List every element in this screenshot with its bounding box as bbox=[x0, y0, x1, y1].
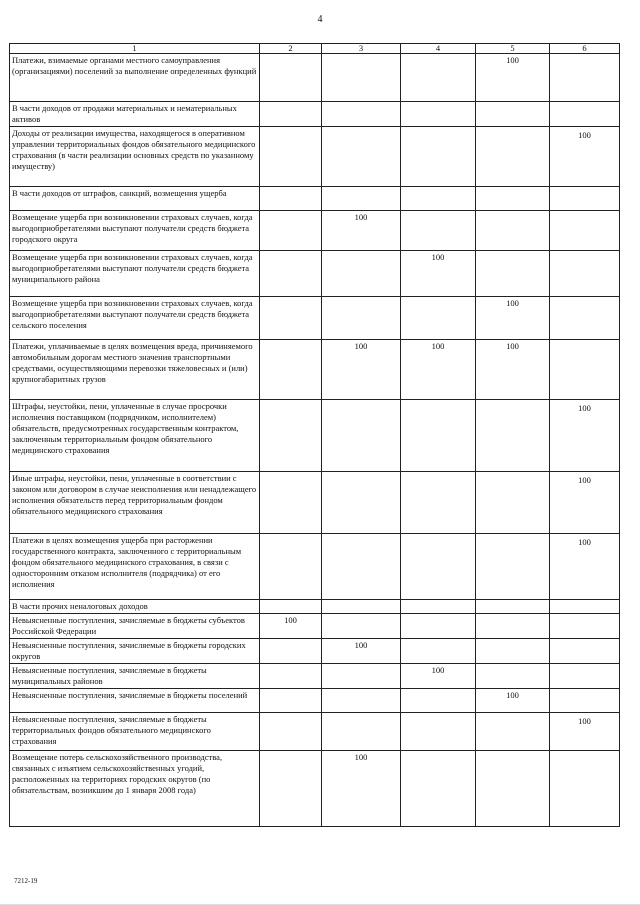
percent-cell bbox=[322, 187, 401, 211]
percent-cell bbox=[401, 127, 476, 187]
revenue-item-label: Возмещение ущерба при возникновении страховых случаев, когда выгодоприобретателями выступают получатели средств бюджета сельского поселения bbox=[10, 297, 260, 340]
table-row bbox=[10, 127, 620, 187]
percent-cell bbox=[260, 297, 322, 340]
revenue-distribution-table bbox=[9, 43, 620, 827]
percent-cell: 100 bbox=[476, 340, 550, 400]
percent-cell bbox=[550, 340, 620, 400]
percent-cell bbox=[401, 472, 476, 534]
percent-cell bbox=[401, 187, 476, 211]
percent-cell bbox=[550, 187, 620, 211]
percent-cell bbox=[322, 534, 401, 600]
table-row bbox=[10, 639, 620, 664]
percent-cell: 100 bbox=[322, 751, 401, 827]
table-row bbox=[10, 187, 620, 211]
percent-cell bbox=[322, 689, 401, 713]
percent-cell bbox=[260, 211, 322, 251]
percent-cell bbox=[260, 713, 322, 751]
percent-cell bbox=[260, 340, 322, 400]
percent-cell bbox=[476, 187, 550, 211]
column-header: 3 bbox=[322, 44, 401, 54]
revenue-item-label: Невыясненные поступления, зачисляемые в бюджеты территориальных фондов обязательного медицинского страхования bbox=[10, 713, 260, 751]
revenue-item-label: Платежи, взимаемые органами местного самоуправления (организациями) поселений за выполнение определенных функций bbox=[10, 54, 260, 102]
page-number: 4 bbox=[317, 14, 323, 25]
percent-cell bbox=[322, 297, 401, 340]
percent-cell bbox=[260, 127, 322, 187]
percent-cell bbox=[401, 713, 476, 751]
column-number-row bbox=[10, 44, 620, 54]
percent-cell: 100 bbox=[550, 472, 620, 534]
table-row bbox=[10, 102, 620, 127]
percent-cell bbox=[401, 102, 476, 127]
section-heading: В части доходов от штрафов, санкций, возмещения ущерба bbox=[10, 187, 260, 211]
percent-cell bbox=[260, 600, 322, 614]
percent-cell: 100 bbox=[550, 400, 620, 472]
table-row bbox=[10, 713, 620, 751]
document-code: 7212-19 bbox=[14, 877, 38, 885]
percent-cell bbox=[260, 534, 322, 600]
percent-cell bbox=[476, 472, 550, 534]
percent-cell bbox=[260, 102, 322, 127]
percent-cell bbox=[476, 251, 550, 297]
percent-cell bbox=[550, 211, 620, 251]
percent-cell bbox=[476, 639, 550, 664]
table-row bbox=[10, 340, 620, 400]
percent-cell bbox=[550, 102, 620, 127]
percent-cell bbox=[260, 689, 322, 713]
percent-cell bbox=[260, 54, 322, 102]
percent-cell bbox=[476, 211, 550, 251]
percent-cell bbox=[401, 689, 476, 713]
percent-cell bbox=[260, 187, 322, 211]
revenue-item-label: Платежи, уплачиваемые в целях возмещения вреда, причиняемого автомобильным дорогам местного значения транспортными средствами, осуществляющими перевозки тяжеловесных и (или) крупногабаритных грузов bbox=[10, 340, 260, 400]
percent-cell bbox=[550, 639, 620, 664]
column-header: 4 bbox=[401, 44, 476, 54]
percent-cell bbox=[550, 664, 620, 689]
revenue-item-label: Платежи в целях возмещения ущерба при расторжении государственного контракта, заключенного с территориальным фондом обязательного медицинского страхования, в связи с односторонним отказом исполнителя (подрядчика) от его исполнения bbox=[10, 534, 260, 600]
percent-cell: 100 bbox=[550, 127, 620, 187]
percent-cell bbox=[260, 664, 322, 689]
revenue-item-label: Невыясненные поступления, зачисляемые в бюджеты городских округов bbox=[10, 639, 260, 664]
percent-cell bbox=[476, 614, 550, 639]
table-row bbox=[10, 472, 620, 534]
table-row bbox=[10, 54, 620, 102]
percent-cell: 100 bbox=[401, 251, 476, 297]
revenue-item-label: Возмещение ущерба при возникновении страховых случаев, когда выгодоприобретателями выступают получатели средств бюджета муниципального района bbox=[10, 251, 260, 297]
percent-cell: 100 bbox=[260, 614, 322, 639]
percent-cell bbox=[550, 600, 620, 614]
table-row bbox=[10, 297, 620, 340]
table-row bbox=[10, 211, 620, 251]
percent-cell bbox=[260, 639, 322, 664]
table-row bbox=[10, 400, 620, 472]
percent-cell bbox=[401, 751, 476, 827]
table-row bbox=[10, 534, 620, 600]
percent-cell: 100 bbox=[401, 340, 476, 400]
percent-cell bbox=[476, 664, 550, 689]
percent-cell: 100 bbox=[550, 713, 620, 751]
percent-cell bbox=[476, 600, 550, 614]
percent-cell bbox=[401, 600, 476, 614]
percent-cell bbox=[401, 614, 476, 639]
percent-cell bbox=[260, 400, 322, 472]
percent-cell bbox=[476, 751, 550, 827]
percent-cell bbox=[401, 639, 476, 664]
revenue-item-label: Доходы от реализации имущества, находящегося в оперативном управлении территориальных фондов обязательного медицинского страхования (в части реализации основных средств по указанному имуществу) bbox=[10, 127, 260, 187]
percent-cell bbox=[322, 664, 401, 689]
percent-cell: 100 bbox=[322, 639, 401, 664]
percent-cell bbox=[476, 400, 550, 472]
percent-cell bbox=[401, 400, 476, 472]
table-row bbox=[10, 664, 620, 689]
table-row bbox=[10, 614, 620, 639]
percent-cell bbox=[550, 251, 620, 297]
percent-cell: 100 bbox=[322, 340, 401, 400]
section-heading: В части доходов от продажи материальных и нематериальных активов bbox=[10, 102, 260, 127]
revenue-item-label: Возмещение ущерба при возникновении страховых случаев, когда выгодоприобретателями выступают получатели средств бюджета городского округа bbox=[10, 211, 260, 251]
percent-cell bbox=[322, 713, 401, 751]
percent-cell: 100 bbox=[476, 297, 550, 340]
percent-cell bbox=[401, 211, 476, 251]
percent-cell bbox=[550, 689, 620, 713]
percent-cell bbox=[550, 614, 620, 639]
percent-cell bbox=[260, 251, 322, 297]
percent-cell: 100 bbox=[476, 689, 550, 713]
column-header: 1 bbox=[10, 44, 260, 54]
percent-cell: 100 bbox=[550, 534, 620, 600]
percent-cell bbox=[550, 54, 620, 102]
revenue-item-label: Невыясненные поступления, зачисляемые в бюджеты муниципальных районов bbox=[10, 664, 260, 689]
table-row bbox=[10, 251, 620, 297]
percent-cell bbox=[322, 127, 401, 187]
percent-cell bbox=[322, 251, 401, 297]
percent-cell bbox=[260, 751, 322, 827]
percent-cell bbox=[322, 614, 401, 639]
percent-cell bbox=[401, 534, 476, 600]
table-row bbox=[10, 751, 620, 827]
section-heading: В части прочих неналоговых доходов bbox=[10, 600, 260, 614]
table-row bbox=[10, 689, 620, 713]
percent-cell: 100 bbox=[401, 664, 476, 689]
percent-cell bbox=[476, 102, 550, 127]
percent-cell bbox=[322, 102, 401, 127]
column-header: 2 bbox=[260, 44, 322, 54]
percent-cell: 100 bbox=[322, 211, 401, 251]
percent-cell bbox=[476, 534, 550, 600]
revenue-item-label: Штрафы, неустойки, пени, уплаченные в случае просрочки исполнения поставщиком (подрядчиком, исполнителем) обязательств, предусмотренных государственным контрактом, заключенным территориальным фондом обязательного медицинского страхования bbox=[10, 400, 260, 472]
percent-cell bbox=[550, 297, 620, 340]
percent-cell bbox=[550, 751, 620, 827]
revenue-item-label: Возмещение потерь сельскохозяйственного производства, связанных с изъятием сельскохозяйственных угодий, расположенных на территориях городских округов (по обязательствам, возникшим до 1 января 2008 года) bbox=[10, 751, 260, 827]
percent-cell bbox=[476, 713, 550, 751]
table-row bbox=[10, 600, 620, 614]
column-header: 6 bbox=[550, 44, 620, 54]
revenue-item-label: Невыясненные поступления, зачисляемые в бюджеты субъектов Российской Федерации bbox=[10, 614, 260, 639]
percent-cell bbox=[476, 127, 550, 187]
percent-cell bbox=[322, 54, 401, 102]
percent-cell bbox=[322, 400, 401, 472]
percent-cell: 100 bbox=[476, 54, 550, 102]
percent-cell bbox=[401, 297, 476, 340]
percent-cell bbox=[322, 472, 401, 534]
percent-cell bbox=[322, 600, 401, 614]
revenue-item-label: Невыясненные поступления, зачисляемые в бюджеты поселений bbox=[10, 689, 260, 713]
percent-cell bbox=[260, 472, 322, 534]
percent-cell bbox=[401, 54, 476, 102]
revenue-item-label: Иные штрафы, неустойки, пени, уплаченные в соответствии с законом или договором в случае неисполнения или ненадлежащего исполнения обязательств перед территориальным фондом обязательного медицинского страхования bbox=[10, 472, 260, 534]
column-header: 5 bbox=[476, 44, 550, 54]
